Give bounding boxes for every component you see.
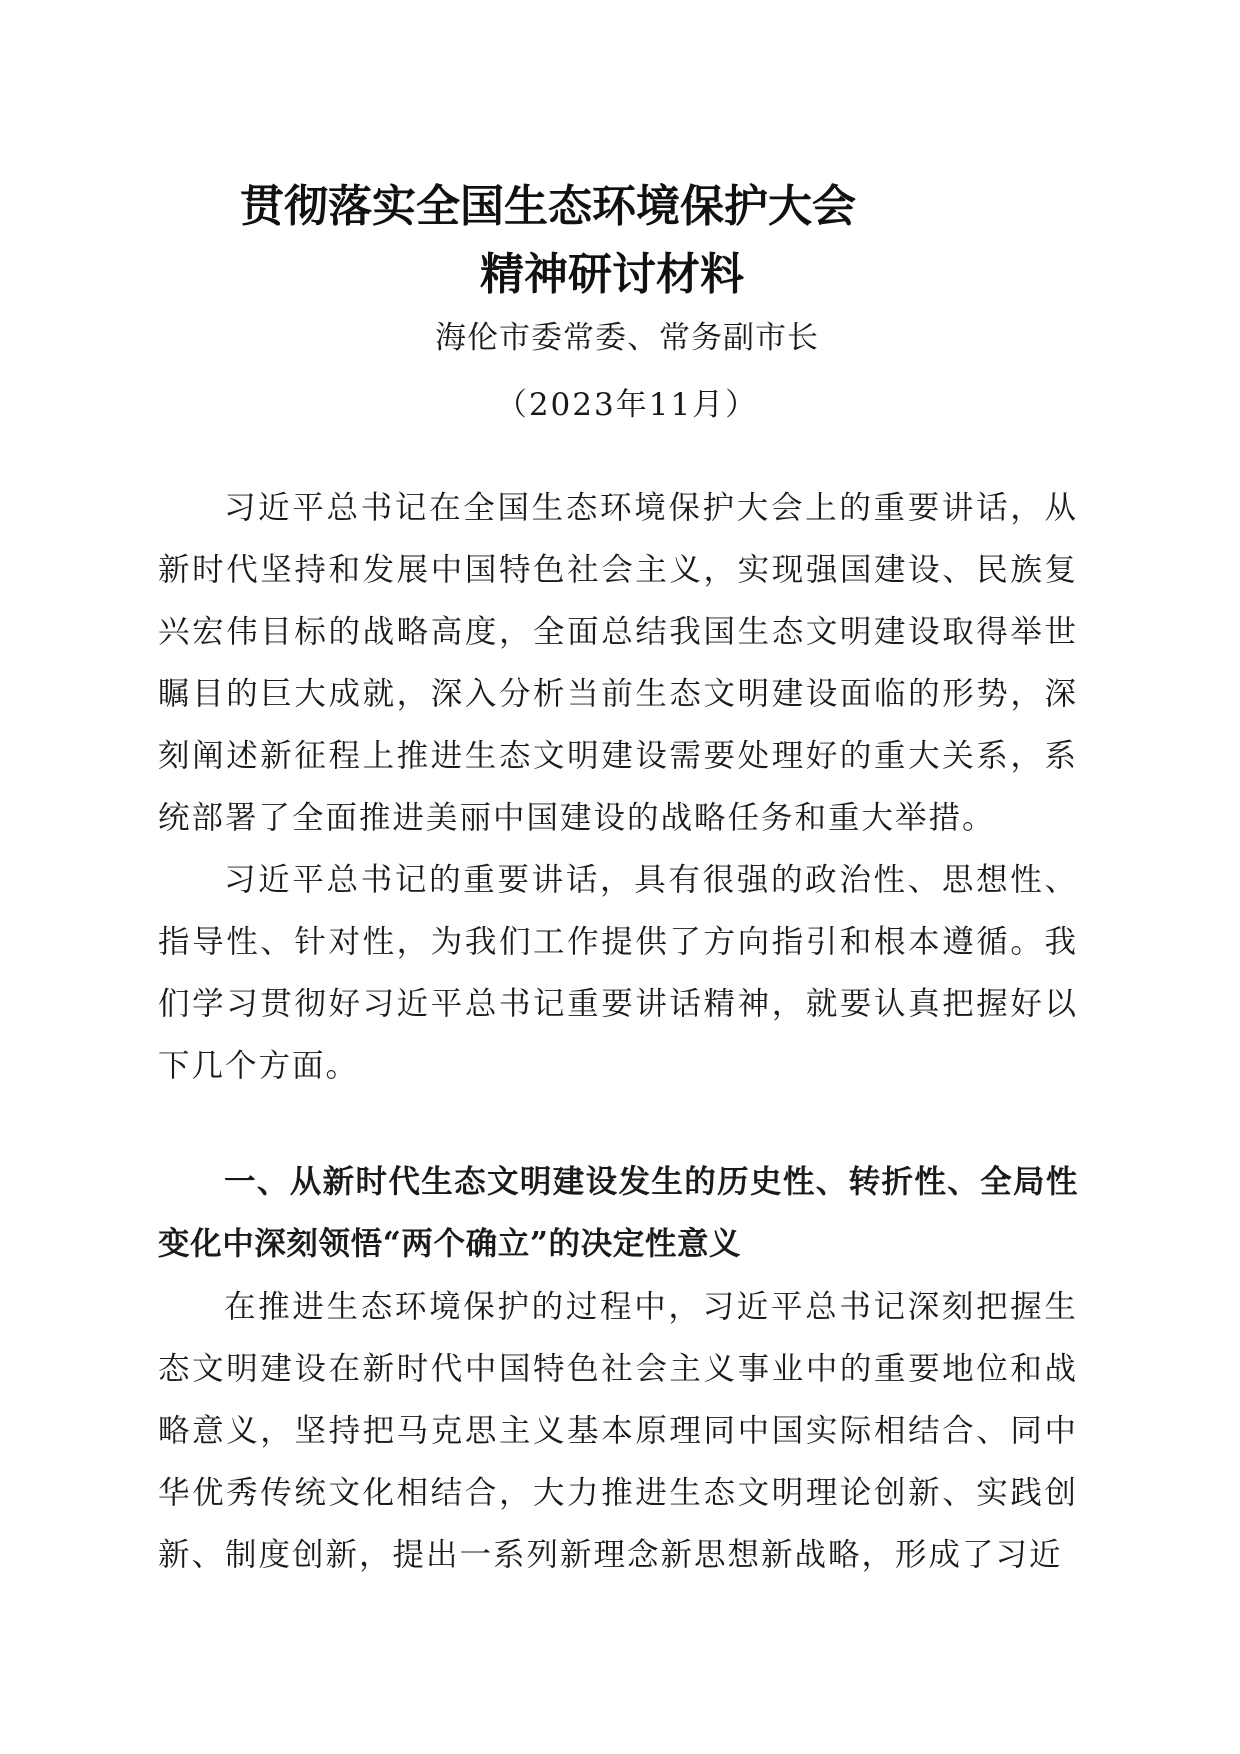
document-title-line-2: 精神研讨材料	[480, 249, 744, 300]
paragraph-3: 在推进生态环境保护的过程中，习近平总书记深刻把握生态文明建设在新时代中国特色社会主义事业中的重要地位和战略意义，坚持把马克思主义基本原理同中国实际相结合、同中华优秀传统文化相结合，大力推进生态文明理论创新、实践创新、制度创新，提出一系列新理念新思想新战略，形成了习近	[158, 1289, 1078, 1573]
paragraph-2: 习近平总书记的重要讲话，具有很强的政治性、思想性、指导性、针对性，为我们工作提供了方向指引和根本遵循。我们学习贯彻好习近平总书记重要讲话精神，就要认真把握好以下几个方面。	[158, 862, 1078, 1084]
date-line: （2023年11月）	[495, 387, 759, 423]
section-heading-1: 一、从新时代生态文明建设发生的历史性、转折性、全局性变化中深刻领悟“两个确立”的决定性意义	[158, 1163, 1078, 1262]
paragraph-1: 习近平总书记在全国生态环境保护大会上的重要讲话，从新时代坚持和发展中国特色社会主义，实现强国建设、民族复兴宏伟目标的战略高度，全面总结我国生态文明建设取得举世瞩目的巨大成就，深入分析当前生态文明建设面临的形势，深刻阐述新征程上推进生态文明建设需要处理好的重大关系，系统部署了全面推进美丽中国建设的战略任务和重大举措。	[158, 490, 1078, 836]
author-line: 海伦市委常委、常务副市长	[435, 320, 819, 356]
document-title-line-1: 贯彻落实全国生态环境保护大会	[240, 181, 856, 232]
